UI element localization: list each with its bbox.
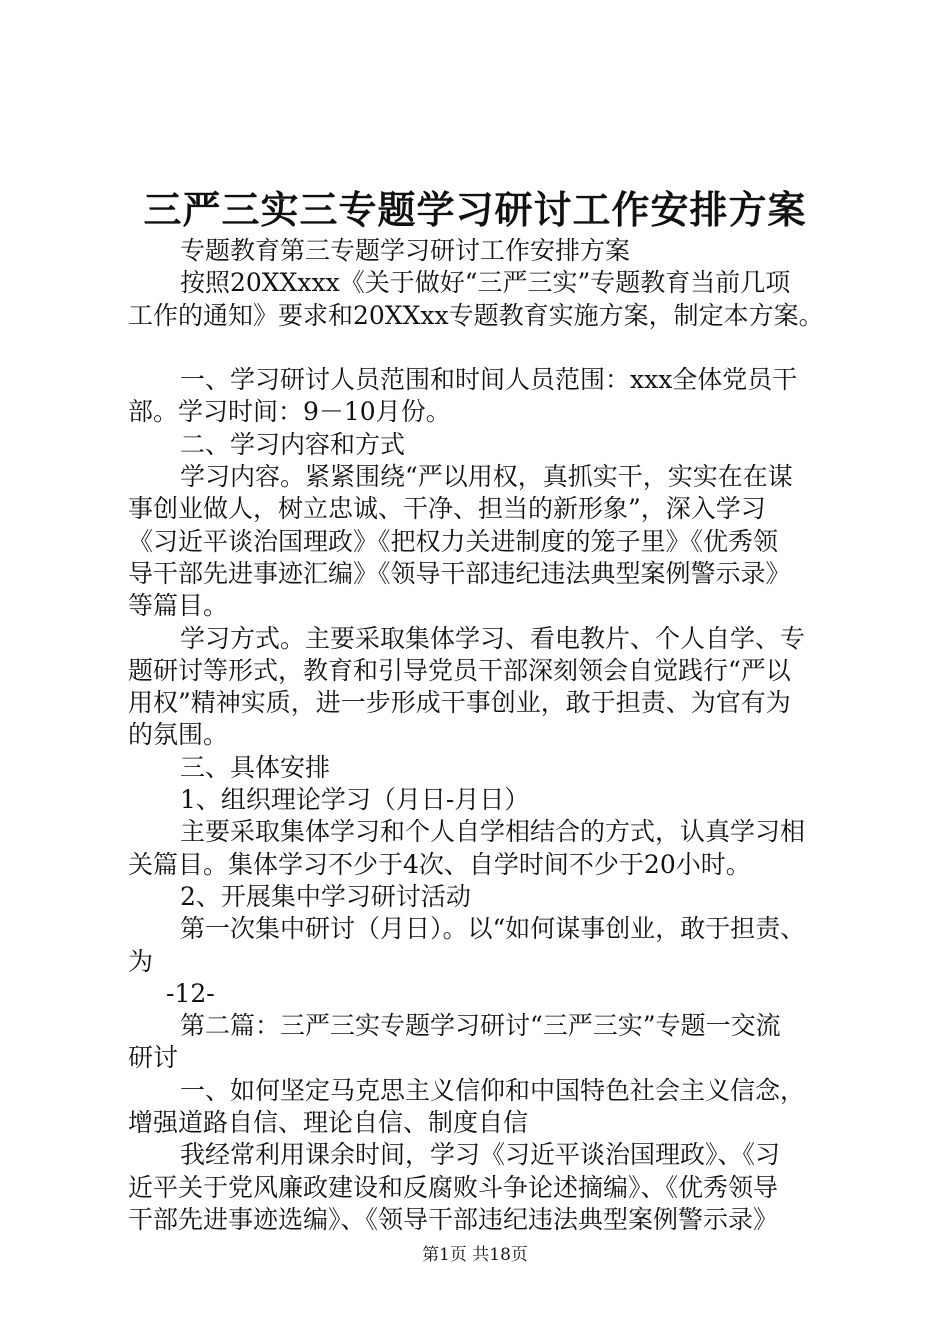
body-line: 主要采取集体学习和个人自学相结合的方式，认真学习相 xyxy=(180,817,806,847)
chapter-heading: 第二篇：三严三实专题学习研讨“三严三实”专题一交流 xyxy=(180,1011,781,1041)
body-line: 部。学习时间：9－10月份。 xyxy=(128,397,451,427)
body-line: 题研讨等形式，教育和引导党员干部深刻领会自觉践行“严以 xyxy=(128,655,791,685)
section-heading: 一、如何坚定马克思主义信仰和中国特色社会主义信念， xyxy=(180,1075,806,1105)
body-line: 研讨 xyxy=(128,1043,179,1073)
body-line: 关篇目。集体学习不少于4次、自学时间不少于20小时。 xyxy=(128,849,751,879)
blank-line xyxy=(128,332,840,364)
body-line: 用权”精神实质，进一步形成干事创业，敢于担责、为官有为 xyxy=(128,688,791,718)
section-heading: 二、学习内容和方式 xyxy=(180,429,406,459)
section-heading: 三、具体安排 xyxy=(180,752,331,782)
body-line: 干部先进事迹选编》、《领导干部违纪违法典型案例警示录》 xyxy=(128,1204,779,1234)
body-line: 学习方式。主要采取集体学习、看电教片、个人自学、专 xyxy=(180,623,806,653)
body-line: 导干部先进事迹汇编》《领导干部违纪违法典型案例警示录》 xyxy=(128,558,791,588)
body-line: 的氛围。 xyxy=(128,720,229,750)
subsection-heading: 2、开展集中学习研讨活动 xyxy=(180,881,471,911)
document-title: 三严三实三专题学习研讨工作安排方案 xyxy=(143,187,807,232)
body-line: 事创业做人，树立忠诚、干净、担当的新形象”，深入学习 xyxy=(128,494,766,524)
body-line: 按照20XXxxx《关于做好“三严三实”专题教育当前几项 xyxy=(180,268,791,298)
document-body xyxy=(128,235,840,1236)
page-marker: -12- xyxy=(166,978,215,1008)
body-line: 等篇目。 xyxy=(128,591,229,621)
body-line: 工作的通知》要求和20XXxx专题教育实施方案，制定本方案。 xyxy=(128,300,824,330)
body-line: 学习内容。紧紧围绕“严以用权，真抓实干，实实在在谋 xyxy=(180,462,793,492)
page-footer: 第1页 共18页 xyxy=(422,1245,528,1265)
subsection-heading: 1、组织理论学习（月日-月日） xyxy=(180,785,530,815)
body-line: 为 xyxy=(128,946,154,976)
body-line: 增强道路自信、理论自信、制度自信 xyxy=(128,1108,529,1138)
body-line: 第一次集中研讨（月日）。以“如何谋事创业，敢于担责、 xyxy=(180,914,806,944)
body-line: 专题教育第三专题学习研讨工作安排方案 xyxy=(180,236,631,265)
body-line: 《习近平谈治国理政》《把权力关进制度的笼子里》《优秀领 xyxy=(128,526,779,556)
body-line: 我经常利用课余时间，学习《习近平谈治国理政》、《习 xyxy=(180,1140,781,1170)
body-line: 近平关于党风廉政建设和反腐败斗争论述摘编》、《优秀领导 xyxy=(128,1172,779,1202)
body-line: 一、学习研讨人员范围和时间人员范围：xxx全体党员干 xyxy=(180,365,798,395)
